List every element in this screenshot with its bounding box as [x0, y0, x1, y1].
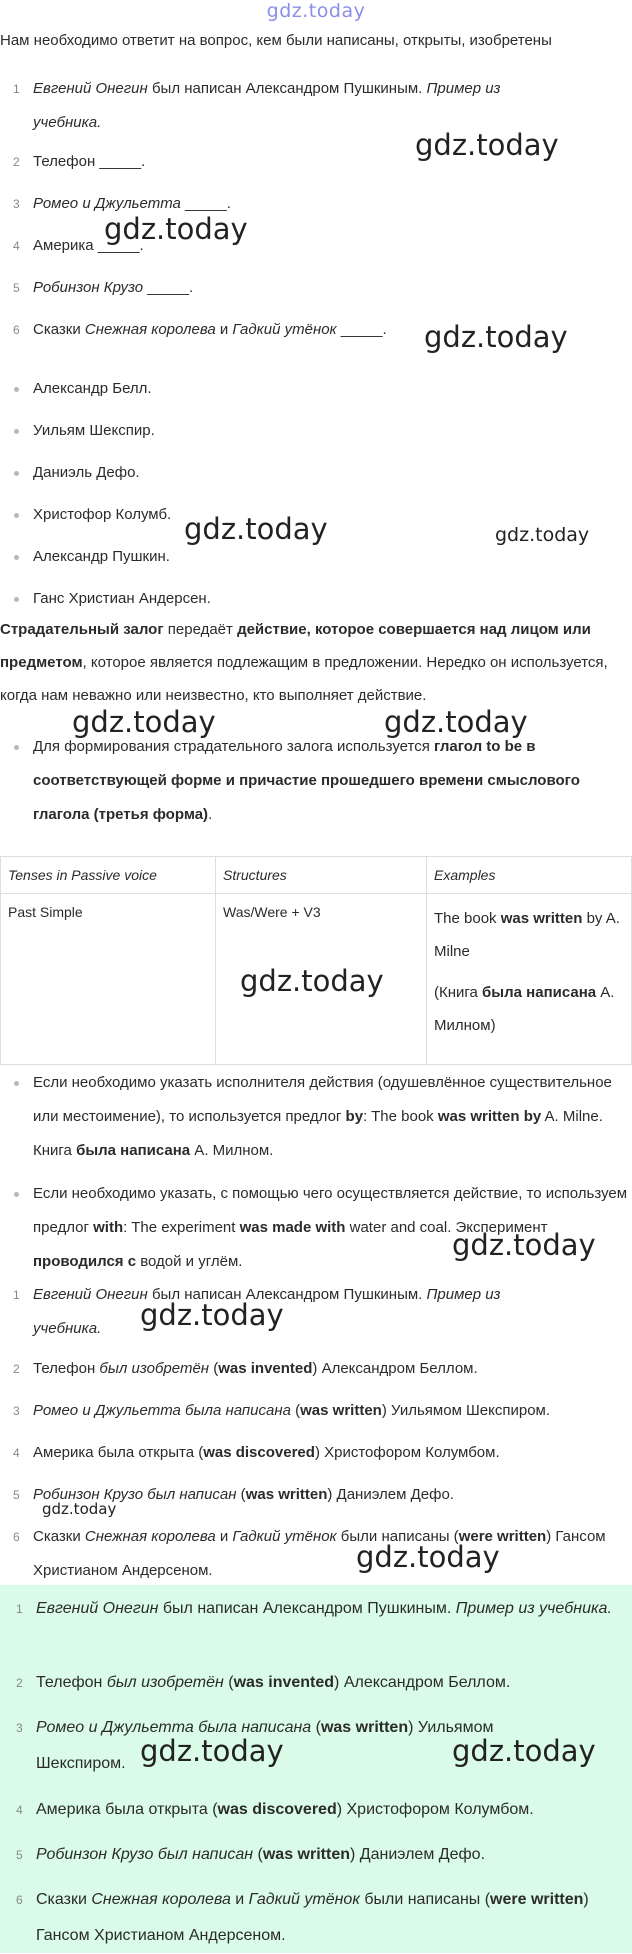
watermark: gdz.today: [424, 320, 568, 354]
example-ru: [434, 976, 624, 1042]
text: А. Милном.: [190, 1142, 274, 1159]
text: by A. Milne: [434, 910, 620, 960]
bold-text: была написана: [76, 1142, 191, 1159]
passive-voice-table: [0, 856, 632, 1065]
watermark: gdz.today: [452, 1734, 596, 1768]
table-header: Structures: [216, 857, 427, 894]
bold-text: was written: [500, 910, 583, 927]
text: Для формирования страдательного залога используется: [33, 738, 435, 755]
text: Александр Пушкин.: [33, 548, 170, 565]
watermark: gdz.today: [356, 1540, 500, 1574]
text: (: [223, 1674, 234, 1691]
watermark: gdz.today: [72, 705, 216, 739]
item-number: 5: [16, 1848, 23, 1862]
bullet: [14, 471, 19, 476]
italic-title: Евгений Онегин: [33, 1286, 148, 1303]
text: (Книга: [434, 984, 483, 1001]
text: ) Христофором Колумбом.: [336, 1801, 534, 1818]
bold-text: was made with: [239, 1219, 346, 1236]
text: _____.: [180, 195, 231, 212]
item-number: 3: [13, 197, 20, 211]
item-number: 2: [13, 155, 20, 169]
site-logo[interactable]: gdz.today: [266, 0, 366, 22]
italic-title: Гадкий утёнок: [232, 1528, 337, 1545]
watermark: gdz.today: [104, 212, 248, 246]
bold-text: Страдательный залог: [0, 621, 164, 638]
bold-text: проводился с: [33, 1253, 137, 1270]
bold-text: глагол to be в соответствующей форме и причастие прошедшего времени смыслового глагола (третья форма): [33, 738, 580, 823]
text: Америка _____.: [33, 237, 144, 254]
item-number: 2: [13, 1362, 20, 1376]
item-number: 4: [16, 1803, 23, 1817]
text: Если необходимо указать, с помощью чего осуществляется действие, то используем предлог: [33, 1185, 628, 1236]
watermark: gdz.today: [240, 964, 384, 998]
item-number: 4: [13, 1446, 20, 1460]
text: Телефон _____.: [33, 153, 146, 170]
text: (: [236, 1486, 246, 1503]
text: ) Гансом Христианом Андерсеном.: [36, 1891, 589, 1944]
text: был написан Александром Пушкиным.: [147, 1286, 427, 1303]
text: ) Гансом Христианом Андерсеном.: [33, 1528, 606, 1579]
bold-text: was written: [262, 1846, 350, 1863]
italic-text: Ромео и Джульетта была написана: [36, 1719, 312, 1736]
bold-text: by: [345, 1108, 364, 1125]
bold-text: was invented: [233, 1674, 335, 1691]
italic-title: Робинзон Крузо: [33, 279, 144, 296]
text: водой и углём.: [136, 1253, 243, 1270]
text: _____.: [143, 279, 194, 296]
text: ) Александром Беллом.: [312, 1360, 478, 1377]
item-number: 1: [16, 1602, 23, 1616]
italic-note: Пример из учебника.: [33, 1286, 501, 1337]
item-number: 3: [16, 1721, 23, 1735]
item-number: 3: [13, 1404, 20, 1418]
bold-text: была написана: [482, 984, 597, 1001]
watermark: gdz.today: [184, 512, 328, 546]
text: .: [208, 806, 213, 823]
bold-text: was written: [320, 1719, 409, 1736]
bullet: [14, 387, 19, 392]
item-number: 1: [13, 82, 20, 96]
italic-text: Робинзон Крузо был написан: [33, 1486, 237, 1503]
text: был написан Александром Пушкиным.: [147, 80, 427, 97]
item-number: 6: [16, 1893, 23, 1907]
watermark: gdz.today: [415, 128, 559, 162]
bullet: [14, 1081, 19, 1086]
text: (: [290, 1402, 301, 1419]
table-cell: Past Simple: [1, 894, 216, 1065]
italic-title: Евгений Онегин: [36, 1600, 159, 1617]
text: (: [253, 1846, 263, 1863]
item-number: 2: [16, 1676, 23, 1690]
text: Уильям Шекспир.: [33, 422, 155, 439]
watermark: gdz.today: [42, 1500, 117, 1518]
text: ) Уильямом Шекспиром.: [36, 1719, 494, 1772]
italic-title: Гадкий утёнок: [248, 1891, 360, 1908]
text: : The experiment: [123, 1219, 240, 1236]
text: и: [215, 1528, 233, 1545]
example-en: [434, 902, 624, 968]
italic-title: Евгений Онегин: [33, 80, 148, 97]
item-number: 5: [13, 1488, 20, 1502]
item-number: 4: [13, 239, 20, 253]
bold-text: действие, которое совершается над лицом или предметом: [0, 621, 591, 671]
bold-text: with: [93, 1219, 124, 1236]
italic-title: Гадкий утёнок: [232, 321, 337, 338]
italic-title: Снежная королева: [91, 1891, 231, 1908]
text: Александр Белл.: [33, 380, 152, 397]
watermark: gdz.today: [495, 524, 590, 546]
italic-text: был изобретён: [99, 1360, 210, 1377]
text: (: [311, 1719, 321, 1736]
text: _____.: [336, 321, 387, 338]
text: и: [215, 321, 233, 338]
watermark: gdz.today: [140, 1734, 284, 1768]
text: Телефон: [36, 1674, 107, 1691]
bold-text: was written: [300, 1402, 382, 1419]
bullet: [14, 597, 19, 602]
item-number: 6: [13, 323, 20, 337]
text: A. Milne. Книга: [33, 1108, 603, 1159]
bold-text: were written: [490, 1891, 584, 1908]
text: water and coal. Эксперимент: [345, 1219, 548, 1236]
bold-text: was invented: [218, 1360, 313, 1377]
bold-text: was discovered: [203, 1444, 315, 1461]
text: Сказки: [33, 321, 85, 338]
text: , которое является подлежащим в предложении. Нередко он используется, когда нам неважно или неизвестно, кто выполняет действие.: [0, 654, 608, 704]
table-header: Examples: [427, 857, 632, 894]
bold-text: was discovered: [217, 1801, 337, 1818]
italic-title: Снежная королева: [84, 321, 216, 338]
bullet: [14, 555, 19, 560]
text: Если необходимо указать исполнителя действия (одушевлённое существительное или местоимение), то используется предлог: [33, 1074, 612, 1125]
intro-text: Нам необходимо ответит на вопрос, кем были написаны, открыты, изобретены: [0, 32, 552, 49]
text: Америка была открыта (: [33, 1444, 204, 1461]
text: был написан Александром Пушкиным.: [158, 1600, 456, 1617]
bold-text: was written: [245, 1486, 328, 1503]
text: Ганс Христиан Андерсен.: [33, 590, 211, 607]
italic-text: Ромео и Джульетта была написана: [33, 1402, 291, 1419]
watermark: gdz.today: [384, 705, 528, 739]
italic-title: Ромео и Джульетта: [33, 195, 181, 212]
text: Христофор Колумб.: [33, 506, 172, 523]
text: ) Даниэлем Дефо.: [327, 1486, 454, 1503]
item-number: 1: [13, 1288, 20, 1302]
bullet: [14, 1192, 19, 1197]
item-number: 6: [13, 1530, 20, 1544]
text: : The book: [363, 1108, 438, 1125]
text: Даниэль Дефо.: [33, 464, 140, 481]
table-header: Tenses in Passive voice: [1, 857, 216, 894]
theory-paragraph: [0, 613, 632, 712]
text: ) Даниэлем Дефо.: [350, 1846, 486, 1863]
text: The book: [434, 910, 501, 927]
italic-text: Робинзон Крузо был написан: [36, 1846, 254, 1863]
text: передаёт: [163, 621, 238, 638]
table-cell: Was/Were + V3: [216, 894, 427, 1065]
bold-text: were written: [458, 1528, 547, 1545]
text: ) Александром Беллом.: [334, 1674, 511, 1691]
text: и: [230, 1891, 249, 1908]
text: были написаны (: [336, 1528, 459, 1545]
watermark: gdz.today: [452, 1228, 596, 1262]
text: ) Христофором Колумбом.: [314, 1444, 500, 1461]
italic-text: был изобретён: [106, 1674, 224, 1691]
text: Сказки: [36, 1891, 92, 1908]
bold-text: was written by: [437, 1108, 542, 1125]
bullet: [14, 513, 19, 518]
text: ) Уильямом Шекспиром.: [381, 1402, 551, 1419]
italic-title: Снежная королева: [84, 1528, 216, 1545]
text: были написаны (: [359, 1891, 491, 1908]
watermark: gdz.today: [140, 1298, 284, 1332]
bullet: [14, 429, 19, 434]
text: Америка была открыта (: [36, 1801, 218, 1818]
table-cell: [427, 894, 632, 1065]
bullet: [14, 745, 19, 750]
text: (: [209, 1360, 219, 1377]
text: Сказки: [33, 1528, 85, 1545]
text: А. Милном): [434, 984, 615, 1034]
text: Телефон: [33, 1360, 100, 1377]
item-number: 5: [13, 281, 20, 295]
italic-note: Пример из учебника.: [455, 1600, 612, 1617]
italic-note: Пример из учебника.: [33, 80, 501, 131]
